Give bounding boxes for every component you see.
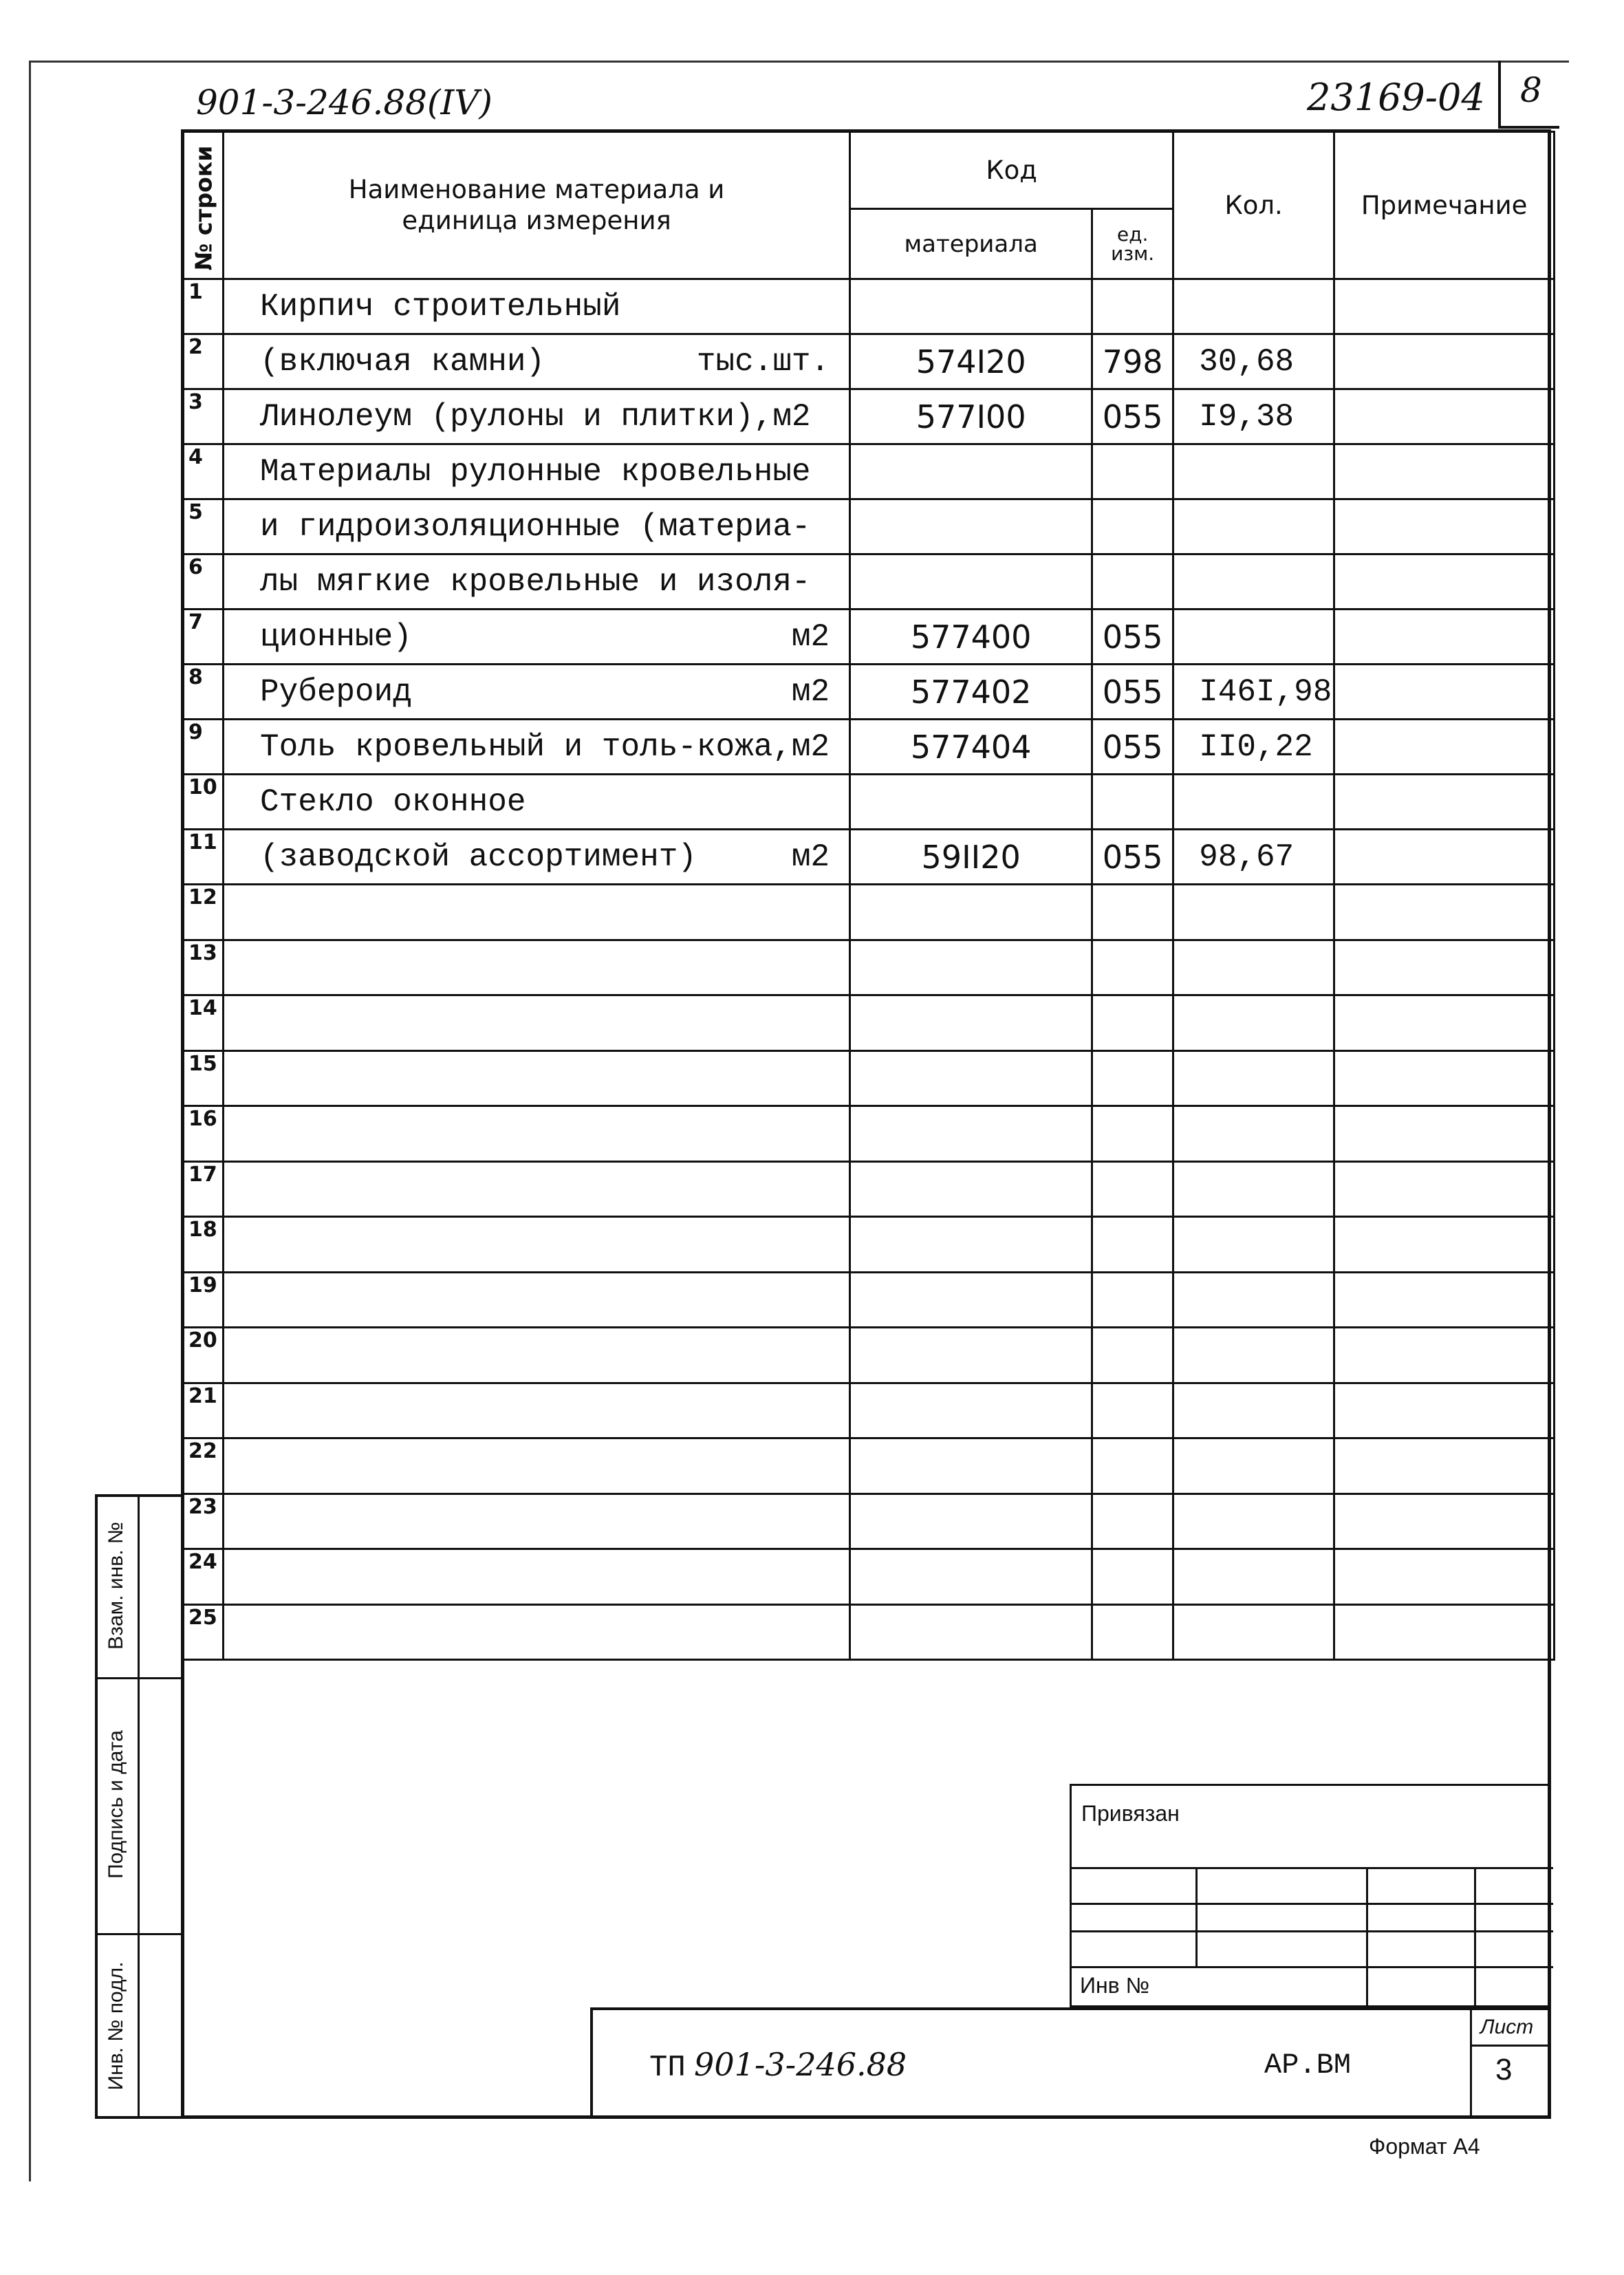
note — [1334, 1106, 1555, 1162]
material-code — [850, 1272, 1092, 1328]
quantity — [1173, 1383, 1334, 1438]
table-row — [182, 444, 1555, 499]
row-number: 20 — [182, 1328, 224, 1383]
unit-code — [1092, 499, 1173, 554]
quantity — [1173, 1272, 1334, 1328]
table-row — [182, 1217, 1555, 1273]
quantity — [1173, 554, 1334, 610]
material-name-cell — [224, 1106, 850, 1162]
quantity — [1173, 1604, 1334, 1660]
material-name: Линолеум (рулоны и плитки),м2 — [260, 398, 811, 435]
note — [1334, 1383, 1555, 1438]
unit-code — [1092, 1383, 1173, 1438]
code-unit-header — [1092, 209, 1173, 279]
unit-code — [1092, 1161, 1173, 1217]
note — [1334, 389, 1555, 444]
note — [1334, 775, 1555, 830]
table-row — [182, 940, 1555, 995]
material-name-cell — [224, 554, 850, 610]
quantity — [1173, 1161, 1334, 1217]
row-number: 22 — [182, 1438, 224, 1494]
table-row — [182, 1438, 1555, 1494]
quantity: I9,38 — [1173, 389, 1334, 444]
material-name-cell — [224, 665, 850, 720]
material-code — [850, 775, 1092, 830]
note — [1334, 1328, 1555, 1383]
quantity — [1173, 1106, 1334, 1162]
sheet-value: 3 — [1495, 2053, 1513, 2087]
quantity — [1173, 995, 1334, 1051]
note — [1334, 279, 1555, 334]
name-header — [224, 132, 850, 279]
material-name: Материалы рулонные кровельные — [260, 453, 811, 490]
code-unit-header-label: ед. изм. — [1111, 222, 1155, 265]
quantity — [1173, 885, 1334, 940]
material-code: 577400 — [850, 610, 1092, 665]
unit-code — [1092, 1494, 1173, 1549]
row-number: 4 — [182, 444, 224, 499]
material-name: (заводской ассортимент) — [260, 839, 697, 875]
material-unit: м2 — [791, 618, 830, 655]
table-row — [182, 554, 1555, 610]
table-row — [182, 499, 1555, 554]
row-number: 9 — [182, 720, 224, 775]
material-name-cell — [224, 940, 850, 995]
note — [1334, 1161, 1555, 1217]
quantity — [1173, 499, 1334, 554]
registration-number: 23169-04 — [1307, 76, 1485, 119]
material-name: ционные) — [260, 618, 412, 655]
unit-code — [1092, 1217, 1173, 1273]
doc-mark: АР.ВМ — [1264, 2049, 1352, 2082]
doc-code-prefix: ТП — [649, 2051, 686, 2085]
material-unit: м2 — [791, 839, 830, 875]
row-number: 19 — [182, 1272, 224, 1328]
doc-code — [649, 2046, 907, 2085]
row-number: 18 — [182, 1217, 224, 1273]
table-row — [182, 1383, 1555, 1438]
table-row — [182, 885, 1555, 940]
material-code — [850, 1549, 1092, 1605]
note — [1334, 554, 1555, 610]
unit-code — [1092, 554, 1173, 610]
quantity: 30,68 — [1173, 334, 1334, 389]
row-number: 25 — [182, 1604, 224, 1660]
material-code — [850, 444, 1092, 499]
note — [1334, 610, 1555, 665]
row-number: 5 — [182, 499, 224, 554]
row-number: 16 — [182, 1106, 224, 1162]
unit-code — [1092, 444, 1173, 499]
quantity — [1173, 1494, 1334, 1549]
material-code — [850, 554, 1092, 610]
table-row — [182, 1494, 1555, 1549]
row-number: 7 — [182, 610, 224, 665]
quantity — [1173, 279, 1334, 334]
table-row — [182, 1604, 1555, 1660]
binding-block — [1070, 1784, 1551, 2007]
table-row — [182, 1161, 1555, 1217]
material-name: Кирпич строительный — [260, 288, 621, 325]
unit-code — [1092, 1438, 1173, 1494]
doc-code-number: 901-3-246.88 — [694, 2046, 907, 2083]
material-code — [850, 1383, 1092, 1438]
note — [1334, 1438, 1555, 1494]
material-name: лы мягкие кровельные и изоля- — [260, 563, 811, 600]
note — [1334, 444, 1555, 499]
material-name-cell — [224, 995, 850, 1051]
unit-code — [1092, 885, 1173, 940]
material-code — [850, 1438, 1092, 1494]
format-label: Формат А4 — [1369, 2134, 1480, 2159]
note — [1334, 1549, 1555, 1605]
unit-code — [1092, 995, 1173, 1051]
material-unit: тыс.шт. — [696, 343, 830, 380]
material-code — [850, 1217, 1092, 1273]
material-name: Толь кровельный и толь-кожа,м2 — [260, 729, 830, 765]
quantity — [1173, 1438, 1334, 1494]
material-code: 59II20 — [850, 830, 1092, 885]
quantity: II0,22 — [1173, 720, 1334, 775]
row-number: 3 — [182, 389, 224, 444]
quantity: 98,67 — [1173, 830, 1334, 885]
material-name-cell — [224, 1272, 850, 1328]
unit-code — [1092, 1549, 1173, 1605]
unit-code — [1092, 1272, 1173, 1328]
row-number: 17 — [182, 1161, 224, 1217]
note — [1334, 499, 1555, 554]
table-row — [182, 1549, 1555, 1605]
material-name-cell — [224, 610, 850, 665]
vzam-inv-label: Взам. инв. № — [105, 1522, 127, 1650]
quantity — [1173, 1328, 1334, 1383]
material-code — [850, 279, 1092, 334]
material-code — [850, 995, 1092, 1051]
note — [1334, 334, 1555, 389]
table-row — [182, 1328, 1555, 1383]
material-name: Рубероид — [260, 673, 412, 710]
material-name-cell — [224, 1438, 850, 1494]
row-number: 8 — [182, 665, 224, 720]
row-number: 14 — [182, 995, 224, 1051]
material-code: 577402 — [850, 665, 1092, 720]
material-name-cell — [224, 499, 850, 554]
podpis-date-label: Подпись и дата — [105, 1730, 127, 1879]
quantity — [1173, 444, 1334, 499]
row-number: 10 — [182, 775, 224, 830]
material-name-cell — [224, 1217, 850, 1273]
row-number: 11 — [182, 830, 224, 885]
unit-code — [1092, 940, 1173, 995]
row-number: 6 — [182, 554, 224, 610]
inv-no-label: Инв № — [1080, 1973, 1149, 1998]
table-row — [182, 334, 1555, 389]
material-name-cell — [224, 389, 850, 444]
unit-code — [1092, 1106, 1173, 1162]
material-code — [850, 1161, 1092, 1217]
unit-code — [1092, 1050, 1173, 1106]
material-code — [850, 499, 1092, 554]
row-number: 15 — [182, 1050, 224, 1106]
table-row — [182, 775, 1555, 830]
side-stamp — [95, 1494, 182, 2119]
quantity — [1173, 940, 1334, 995]
material-name-cell — [224, 885, 850, 940]
table-row — [182, 720, 1555, 775]
material-code — [850, 1494, 1092, 1549]
table-row — [182, 1106, 1555, 1162]
material-name-cell — [224, 1161, 850, 1217]
material-name-cell — [224, 1604, 850, 1660]
note — [1334, 1604, 1555, 1660]
note — [1334, 1050, 1555, 1106]
material-name-cell — [224, 279, 850, 334]
note — [1334, 830, 1555, 885]
table-row — [182, 279, 1555, 334]
material-name-cell — [224, 1494, 850, 1549]
unit-code: 798 — [1092, 334, 1173, 389]
note — [1334, 665, 1555, 720]
material-name-cell — [224, 830, 850, 885]
note — [1334, 1494, 1555, 1549]
material-unit: м2 — [791, 673, 830, 710]
unit-code — [1092, 279, 1173, 334]
code-header: Код — [850, 132, 1173, 209]
material-code — [850, 885, 1092, 940]
note — [1334, 995, 1555, 1051]
material-name-cell — [224, 1383, 850, 1438]
row-number-header — [182, 132, 224, 279]
quantity — [1173, 1050, 1334, 1106]
row-number: 21 — [182, 1383, 224, 1438]
quantity — [1173, 1217, 1334, 1273]
table-row — [182, 1272, 1555, 1328]
material-name: Стекло оконное — [260, 784, 526, 820]
note — [1334, 885, 1555, 940]
unit-code: 055 — [1092, 720, 1173, 775]
material-code: 577I00 — [850, 389, 1092, 444]
qty-header: Кол. — [1173, 132, 1334, 279]
material-code — [850, 1328, 1092, 1383]
unit-code: 055 — [1092, 830, 1173, 885]
name-header-label: Наименование материала и единица измерения — [348, 175, 725, 235]
material-name-cell — [224, 334, 850, 389]
unit-code — [1092, 1604, 1173, 1660]
quantity — [1173, 775, 1334, 830]
sheet-label: Лист — [1480, 2016, 1534, 2038]
table-row — [182, 830, 1555, 885]
row-number: 2 — [182, 334, 224, 389]
material-name: (включая камни) — [260, 343, 545, 380]
doc-number-handwritten: 901-3-246.88(IV) — [196, 83, 492, 122]
materials-table — [181, 131, 1555, 1661]
title-block — [590, 2007, 1551, 2119]
material-name-cell — [224, 720, 850, 775]
note — [1334, 1272, 1555, 1328]
material-code: 577404 — [850, 720, 1092, 775]
material-code — [850, 1050, 1092, 1106]
quantity — [1173, 1549, 1334, 1605]
inv-podl-label: Инв. № подл. — [105, 1961, 127, 2091]
material-name-cell — [224, 1050, 850, 1106]
table-row — [182, 610, 1555, 665]
table-row — [182, 1050, 1555, 1106]
row-number: 12 — [182, 885, 224, 940]
code-material-header: материала — [850, 209, 1092, 279]
quantity — [1173, 610, 1334, 665]
unit-code: 055 — [1092, 389, 1173, 444]
material-name-cell — [224, 1549, 850, 1605]
row-number: 1 — [182, 279, 224, 334]
row-number: 13 — [182, 940, 224, 995]
material-code — [850, 1604, 1092, 1660]
material-code — [850, 940, 1092, 995]
table-row — [182, 389, 1555, 444]
table-row — [182, 995, 1555, 1051]
unit-code: 055 — [1092, 610, 1173, 665]
unit-code: 055 — [1092, 665, 1173, 720]
note-header: Примечание — [1334, 132, 1555, 279]
unit-code — [1092, 775, 1173, 830]
material-code — [850, 1106, 1092, 1162]
row-number: 23 — [182, 1494, 224, 1549]
note — [1334, 720, 1555, 775]
material-name-cell — [224, 1328, 850, 1383]
material-name-cell — [224, 444, 850, 499]
quantity: I46I,98 — [1173, 665, 1334, 720]
row-number-header-label: № строки — [190, 145, 217, 271]
binding-label: Привязан — [1081, 1801, 1180, 1826]
note — [1334, 940, 1555, 995]
table-row — [182, 665, 1555, 720]
sheet-corner-number: 8 — [1520, 70, 1542, 110]
unit-code — [1092, 1328, 1173, 1383]
note — [1334, 1217, 1555, 1273]
material-name-cell — [224, 775, 850, 830]
material-code: 574I20 — [850, 334, 1092, 389]
row-number: 24 — [182, 1549, 224, 1605]
material-name: и гидроизоляционные (материа- — [260, 508, 811, 545]
